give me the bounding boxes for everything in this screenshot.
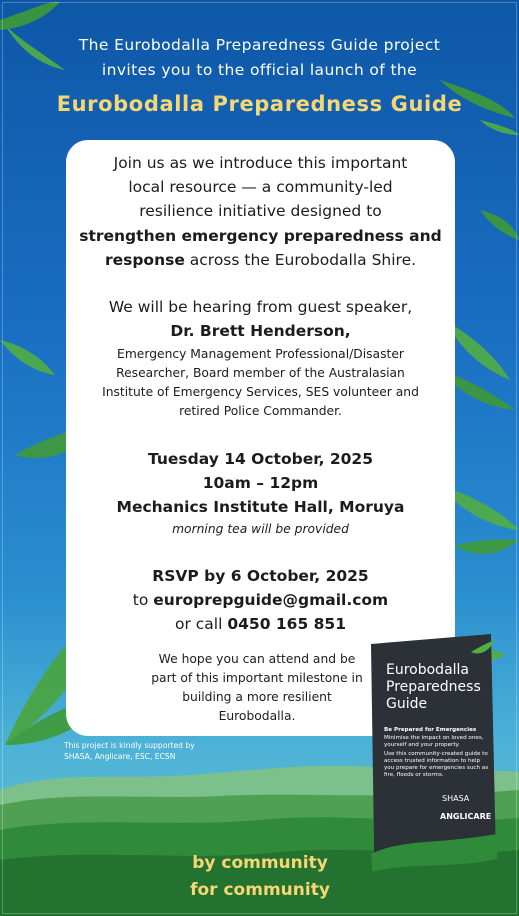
support-note: This project is kindly supported by	[64, 741, 195, 750]
booklet-text: Use this community-created guide to	[384, 751, 488, 757]
shasa-logo: SHASA	[442, 794, 470, 803]
event-venue: Mechanics Institute Hall, Moruya	[116, 498, 405, 516]
closing-line: building a more resilient	[182, 690, 332, 704]
intro-paragraph-line: local resource — a community-led	[128, 178, 393, 196]
intro-paragraph-line	[66, 251, 455, 269]
booklet-text: you prepare for emergencies such as	[384, 765, 489, 771]
speaker-bio-line: Researcher, Board member of the Australasian	[116, 366, 405, 380]
booklet-title-line: Guide	[386, 696, 428, 712]
support-note: SHASA, Anglicare, ESC, ECSN	[64, 752, 176, 761]
closing-line: We hope you can attend and be	[158, 652, 356, 666]
rsvp-deadline: RSVP by 6 October, 2025	[152, 567, 369, 585]
intro-paragraph-line: resilience initiative designed to	[139, 202, 382, 220]
speaker-name: Dr. Brett Henderson,	[170, 322, 351, 340]
rsvp-call-label: or call	[175, 615, 228, 633]
booklet-title-line: Preparedness	[386, 679, 481, 695]
intro-line: The Eurobodalla Preparedness Guide project	[78, 36, 441, 54]
event-time: 10am – 12pm	[202, 474, 319, 492]
speaker-intro: We will be hearing from guest speaker,	[108, 298, 413, 316]
intro-paragraph-rest: across the Eurobodalla Shire.	[184, 251, 417, 269]
booklet-text: yourself and your property.	[384, 742, 460, 748]
tagline: for community	[190, 880, 330, 900]
event-title: Eurobodalla Preparedness Guide	[56, 92, 463, 116]
event-date: Tuesday 14 October, 2025	[147, 450, 373, 468]
highlight-word: response	[104, 251, 185, 269]
anglicare-logo: ANGLICARE	[440, 812, 492, 821]
booklet-text: fire, floods or storms.	[384, 772, 444, 778]
booklet-heading: Be Prepared for Emergencies	[384, 727, 477, 733]
tea-note: morning tea will be provided	[172, 522, 349, 536]
speaker-bio-line: Emergency Management Professional/Disaster	[117, 347, 404, 361]
intro-paragraph-line: Join us as we introduce this important	[113, 154, 408, 172]
closing-line: Eurobodalla.	[218, 709, 296, 723]
speaker-bio-line: Institute of Emergency Services, SES volunteer and	[102, 385, 419, 399]
closing-line: part of this important milestone in	[151, 671, 363, 685]
rsvp-to-label: to	[132, 591, 154, 609]
booklet-text: Minimise the impact on loved ones,	[384, 735, 484, 741]
speaker-bio-line: retired Police Commander.	[179, 404, 342, 418]
rsvp-email-line	[66, 591, 455, 609]
intro-paragraph-highlight: strengthen emergency preparedness and	[79, 227, 442, 245]
rsvp-email-link[interactable]: europrepguide@gmail.com	[153, 591, 389, 609]
rsvp-phone-line	[66, 615, 455, 633]
rsvp-phone-link[interactable]: 0450 165 851	[227, 615, 346, 633]
tagline: by community	[192, 853, 328, 873]
booklet-title-line: Eurobodalla	[386, 662, 470, 678]
booklet-text: access trusted information to help	[384, 758, 481, 764]
intro-line: invites you to the official launch of the	[101, 61, 418, 79]
